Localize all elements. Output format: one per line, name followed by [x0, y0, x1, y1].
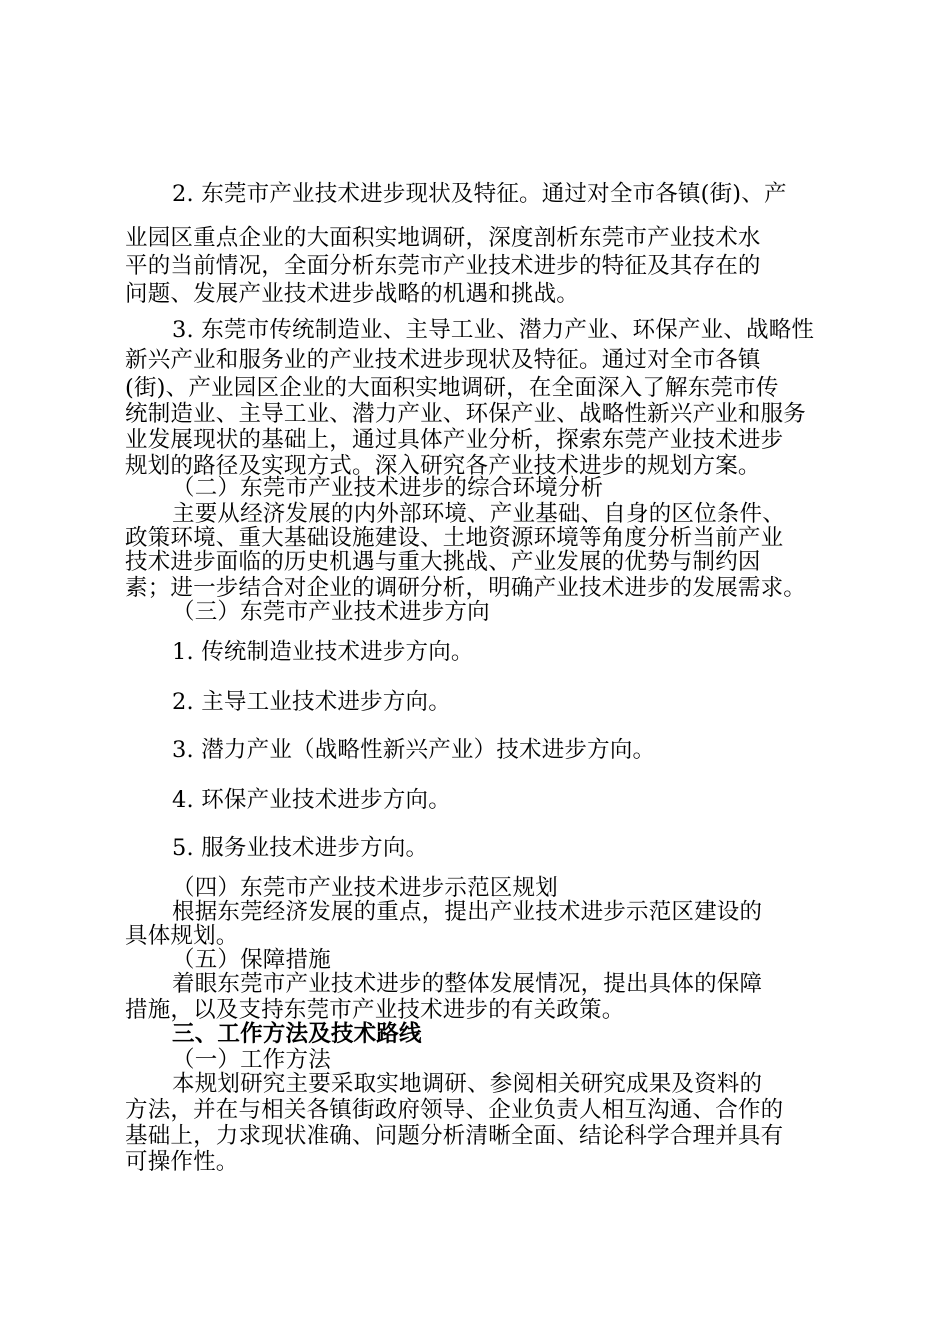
- section-heading: （一）工作方法: [172, 1047, 331, 1073]
- section-heading: （四）东莞市产业技术进步示范区规划: [172, 875, 558, 901]
- paragraph-line: 措施，以及支持东莞市产业技术进步的有关政策。: [125, 997, 625, 1023]
- paragraph-line: 基础上，力求现状准确、问题分析清晰全面、结论科学合理并具有: [125, 1123, 784, 1149]
- paragraph-line: 技术进步面临的历史机遇与重大挑战、产业发展的优势与制约因: [125, 549, 761, 575]
- paragraph-line: 平的当前情况，全面分析东莞市产业技术进步的特征及其存在的: [125, 253, 761, 279]
- paragraph-line: 业园区重点企业的大面积实地调研，深度剖析东莞市产业技术水: [125, 225, 761, 251]
- paragraph-line: 根据东莞经济发展的重点，提出产业技术进步示范区建设的: [172, 899, 763, 925]
- list-item: 3. 潜力产业（战略性新兴产业）技术进步方向。: [172, 737, 656, 763]
- paragraph-line: 主要从经济发展的内外部环境、产业基础、自身的区位条件、: [172, 501, 785, 527]
- paragraph-line: 政策环境、重大基础设施建设、土地资源环境等角度分析当前产业: [125, 525, 784, 551]
- list-item: 4. 环保产业技术进步方向。: [172, 787, 451, 813]
- paragraph-line: 统制造业、主导工业、潜力产业、环保产业、战略性新兴产业和服务: [125, 401, 807, 427]
- list-item: 2. 主导工业技术进步方向。: [172, 689, 451, 715]
- list-item: 1. 传统制造业技术进步方向。: [172, 639, 474, 665]
- paragraph-line: 问题、发展产业技术进步战略的机遇和挑战。: [125, 281, 580, 307]
- chapter-heading: 三、工作方法及技术路线: [172, 1021, 422, 1047]
- paragraph-line: (街)、产业园区企业的大面积实地调研，在全面深入了解东莞市传: [125, 375, 779, 401]
- paragraph-line: 素；进一步结合对企业的调研分析，明确产业技术进步的发展需求。: [125, 575, 807, 601]
- section-heading: （二）东莞市产业技术进步的综合环境分析: [172, 475, 604, 501]
- paragraph-line: 本规划研究主要采取实地调研、参阅相关研究成果及资料的: [172, 1071, 763, 1097]
- paragraph-line: 方法，并在与相关各镇街政府领导、企业负责人相互沟通、合作的: [125, 1097, 784, 1123]
- paragraph-line: 新兴产业和服务业的产业技术进步现状及特征。通过对全市各镇: [125, 347, 761, 373]
- paragraph-line: 3. 东莞市传统制造业、主导工业、潜力产业、环保产业、战略性: [172, 317, 815, 343]
- paragraph-line: 规划的路径及实现方式。深入研究各产业技术进步的规划方案。: [125, 453, 761, 479]
- list-item: 5. 服务业技术进步方向。: [172, 835, 429, 861]
- paragraph-line: 可操作性。: [125, 1149, 239, 1175]
- paragraph-line: 2. 东莞市产业技术进步现状及特征。通过对全市各镇(街)、产: [172, 181, 787, 207]
- paragraph-line: 业发展现状的基础上，通过具体产业分析，探索东莞产业技术进步: [125, 427, 784, 453]
- section-heading: （三）东莞市产业技术进步方向: [172, 599, 490, 625]
- section-heading: （五）保障措施: [172, 947, 331, 973]
- paragraph-line: 着眼东莞市产业技术进步的整体发展情况，提出具体的保障: [172, 971, 763, 997]
- paragraph-line: 具体规划。: [125, 923, 239, 949]
